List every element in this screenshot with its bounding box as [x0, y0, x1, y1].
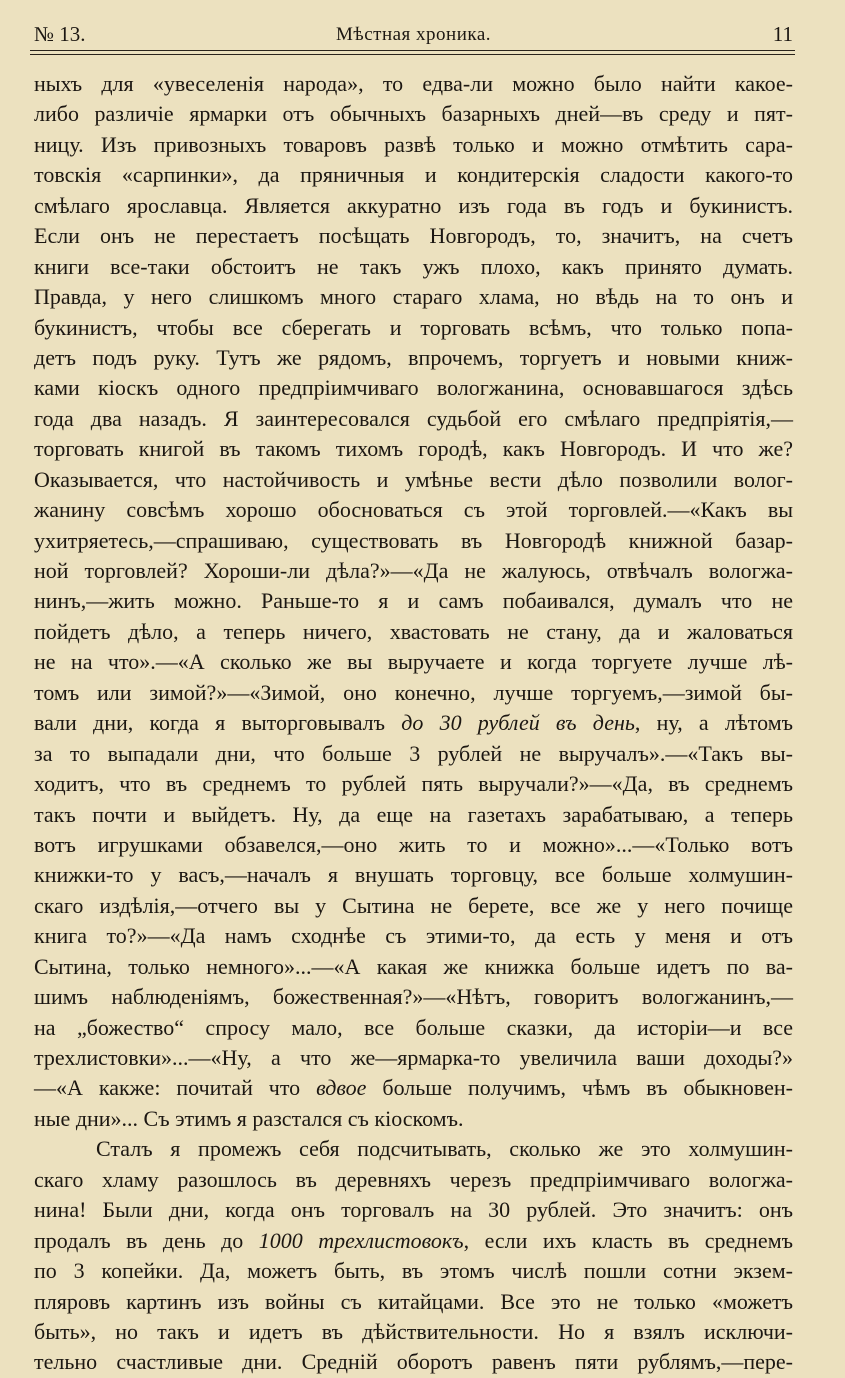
page-number: 11: [772, 22, 793, 46]
text-line: такъ почти и выйдетъ. Ну, да еще на газетахъ зарабатываю, а теперь: [34, 801, 793, 827]
text-line-mixed: [34, 1073, 793, 1103]
text-line: книга то?»—«Да намъ сходнѣе съ этими-то, да есть у меня и отъ: [34, 923, 793, 949]
text-run: , если ихъ класть въ среднемъ: [463, 1227, 793, 1253]
text-line: не на что».—«А сколько же вы выручаете и когда торгуете лучше лѣ-: [34, 649, 793, 675]
text-line: на „божество“ спросу мало, все больше сказки, да исторіи—и все: [34, 1014, 793, 1040]
text-line: торговать книгой въ такомъ тихомъ городѣ, какъ Новгородъ. И что же?: [34, 436, 793, 462]
text-run: —«А какже: почитай что: [34, 1075, 317, 1101]
text-line: нинъ,—жить можно. Раньше-то я и самъ побаивался, думалъ что не: [34, 588, 793, 614]
text-line: Оказывается, что настойчивость и умѣнье вести дѣло позволили волог-: [34, 466, 793, 492]
issue-number: № 13.: [34, 22, 86, 46]
paragraph-start-line: Сталъ я промежъ себя подсчитывать, сколько же это холмушин-: [96, 1136, 793, 1162]
text-run: больше получимъ, чѣмъ въ обыкновен-: [366, 1075, 793, 1101]
text-line: книжки-то у васъ,—началъ я внушать торговцу, все больше холмушин-: [34, 862, 793, 888]
text-line: вотъ игрушками обзавелся,—оно жить то и можно»...—«Только вотъ: [34, 831, 793, 857]
text-line: букинистъ, чтобы все сберегать и торговать всѣмъ, что только попа-: [34, 314, 793, 340]
text-line: ходитъ, что въ среднемъ то рублей пять выручали?»—«Да, въ среднемъ: [34, 771, 793, 797]
text-line: ницу. Изъ привозныхъ товаровъ развѣ только и можно отмѣтить сара-: [34, 131, 793, 157]
text-line: тельно счастливые дни. Средній оборотъ равенъ пяти рублямъ,—пере-: [34, 1349, 793, 1375]
text-line: года два назадъ. Я заинтересовался судьбой его смѣлаго предпріятія,—: [34, 405, 793, 431]
text-line: ной торговлей? Хороши-ли дѣла?»—«Да не жалуюсь, отвѣчалъ вологжа-: [34, 558, 793, 583]
italic-run: 1000 трехлистовокъ: [258, 1227, 464, 1253]
text-line-mixed: [34, 1226, 793, 1256]
text-line: товскія «сарпинки», да пряничныя и кондитерскія сладости какого-то: [34, 162, 793, 188]
text-line: Сытина, только немного»...—«А какая же книжка больше идетъ по ва-: [34, 953, 793, 979]
article-text: [34, 69, 793, 1378]
page-header: [34, 22, 793, 52]
text-line: трехлистовки»...—«Ну, а что же—ярмарка-то увеличила ваши доходы?»: [34, 1045, 793, 1070]
text-line: нина! Были дни, когда онъ торговалъ на 30 рублей. Это значитъ: онъ: [34, 1197, 793, 1223]
text-line: ухитряетесь,—спрашиваю, существовать въ Новгородѣ книжной базар-: [34, 527, 793, 553]
text-run: продалъ въ день до: [34, 1227, 259, 1253]
text-line: шимъ наблюденіямъ, божественная?»—«Нѣтъ, говоритъ вологжанинъ,—: [34, 984, 793, 1010]
text-line: Если онъ не перестаетъ посѣщать Новгородъ, то, значитъ, на счетъ: [34, 223, 793, 249]
text-line: по 3 копейки. Да, можетъ быть, въ этомъ числѣ пошли сотни экзем-: [34, 1258, 793, 1284]
text-line: скаго хламу разошлось въ деревняхъ черезъ предпріимчиваго вологжа-: [34, 1166, 793, 1192]
text-line-mixed: [34, 708, 793, 738]
text-line: томъ или зимой?»—«Зимой, оно конечно, лучше торгуемъ,—зимой бы-: [34, 679, 793, 705]
text-line: пойдетъ дѣло, а теперь ничего, хвастовать не стану, да и жаловаться: [34, 618, 793, 644]
text-line: ками кіоскъ одного предпріимчиваго вологжанина, основавшагося здѣсь: [34, 375, 793, 401]
header-rule: [30, 50, 795, 51]
header-rule-thin: [30, 54, 795, 55]
text-line: за то выпадали дни, что больше 3 рублей не выручалъ».—«Такъ вы-: [34, 740, 793, 766]
section-title: Мѣстная хроника.: [336, 24, 491, 45]
text-line: детъ подъ руку. Тутъ же рядомъ, впрочемъ, торгуетъ и новыми книж-: [34, 344, 793, 370]
text-line: быть», но такъ и идетъ въ дѣйствительности. Но я взялъ исключи-: [34, 1318, 793, 1344]
text-line: жанину совсѣмъ хорошо обосноваться съ этой торговлей.—«Какъ вы: [34, 497, 793, 523]
text-line: скаго издѣлія,—отчего вы у Сытина не берете, все же у него почище: [34, 892, 793, 918]
text-line: ныхъ для «увеселенія народа», то едва-ли можно было найти какое-: [34, 71, 793, 96]
text-line: Правда, у него слишкомъ много стараго хлама, но вѣдь на то онъ и: [34, 284, 793, 310]
text-line: смѣлаго ярославца. Является аккуратно изъ года въ годъ и букинистъ.: [34, 192, 793, 218]
text-line: книги все-таки обстоитъ не такъ ужъ плохо, какъ принято думать.: [34, 253, 793, 279]
text-line: либо различіе ярмарки отъ обычныхъ базарныхъ дней—въ среду и пят-: [34, 101, 793, 127]
italic-run: вдвое: [316, 1075, 367, 1101]
paragraph-end-line: ные дни»... Съ этимъ я разстался съ кіоскомъ.: [34, 1105, 464, 1131]
text-line: пляровъ картинъ изъ войны съ китайцами. Все это не только «можетъ: [34, 1288, 793, 1314]
text-run: вали дни, когда я выторговывалъ: [34, 710, 402, 736]
text-run: , ну, а лѣтомъ: [634, 710, 794, 736]
italic-run: до 30 рублей въ день: [401, 710, 635, 736]
